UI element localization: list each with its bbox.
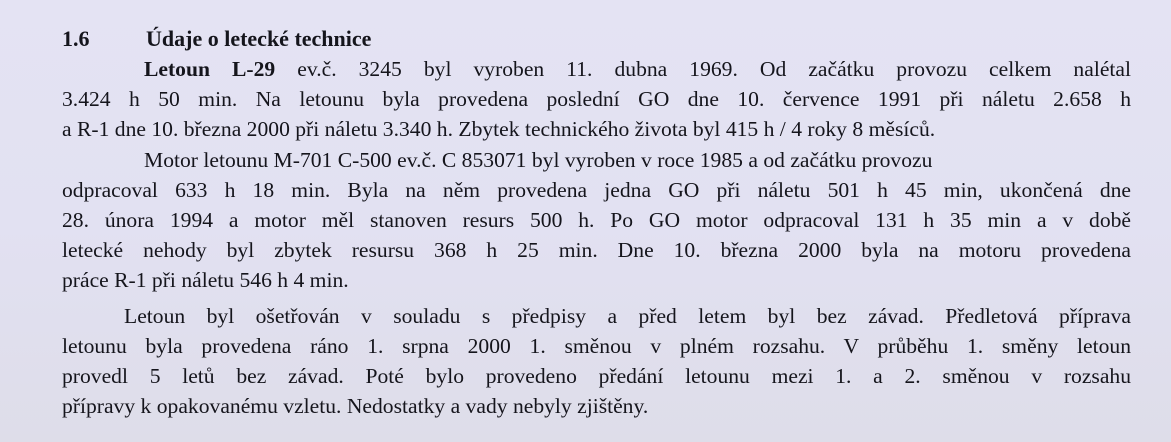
paragraph-line: 3.424 h 50 min. Na letounu byla provedena poslední GO dne 10. července 1991 při náletu 2.658 h <box>62 87 1131 112</box>
paragraph-line <box>62 54 1131 84</box>
paragraph-line: a R-1 dne 10. března 2000 při náletu 3.340 h. Zbytek technického života byl 415 h / 4 roky 8 měsíců. <box>62 117 936 142</box>
paragraph-text: ev.č. 3245 byl vyroben 11. dubna 1969. Od začátku provozu celkem nalétal <box>275 57 1131 81</box>
paragraph-engine <box>62 145 1131 296</box>
section-heading <box>62 24 1131 54</box>
paragraph-line: provedl 5 letů bez závad. Poté bylo provedeno předání letounu mezi 1. a 2. směnou v rozsahu <box>62 364 1131 389</box>
paragraph-line: Motor letounu M-701 C-500 ev.č. C 853071 byl vyroben v roce 1985 a od začátku provozu <box>144 147 933 172</box>
paragraph-aircraft <box>62 54 1131 145</box>
paragraph-line: práce R-1 při náletu 546 h 4 min. <box>62 268 349 293</box>
section-number: 1.6 <box>62 26 90 51</box>
aircraft-name: Letoun L-29 <box>144 57 276 81</box>
section-title: Údaje o letecké technice <box>146 26 372 51</box>
paragraph-maintenance <box>62 301 1131 422</box>
paragraph-line: letounu byla provedena ráno 1. srpna 2000 1. směnou v plném rozsahu. V průběhu 1. směny letoun <box>62 333 1131 358</box>
paragraph-line: Letoun byl ošetřován v souladu s předpisy a před letem byl bez závad. Předletová příprava <box>124 303 1131 328</box>
paragraph-line: přípravy k opakovanému vzletu. Nedostatky a vady nebyly zjištěny. <box>62 394 649 419</box>
paragraph-line: odpracoval 633 h 18 min. Byla na něm provedena jedna GO při náletu 501 h 45 min, ukončená dne <box>62 177 1131 202</box>
paragraph-line: 28. února 1994 a motor měl stanoven resurs 500 h. Po GO motor odpracoval 131 h 35 min a v době <box>62 208 1131 233</box>
paragraph-line: letecké nehody byl zbytek resursu 368 h 25 min. Dne 10. března 2000 byla na motoru provedena <box>62 238 1131 263</box>
